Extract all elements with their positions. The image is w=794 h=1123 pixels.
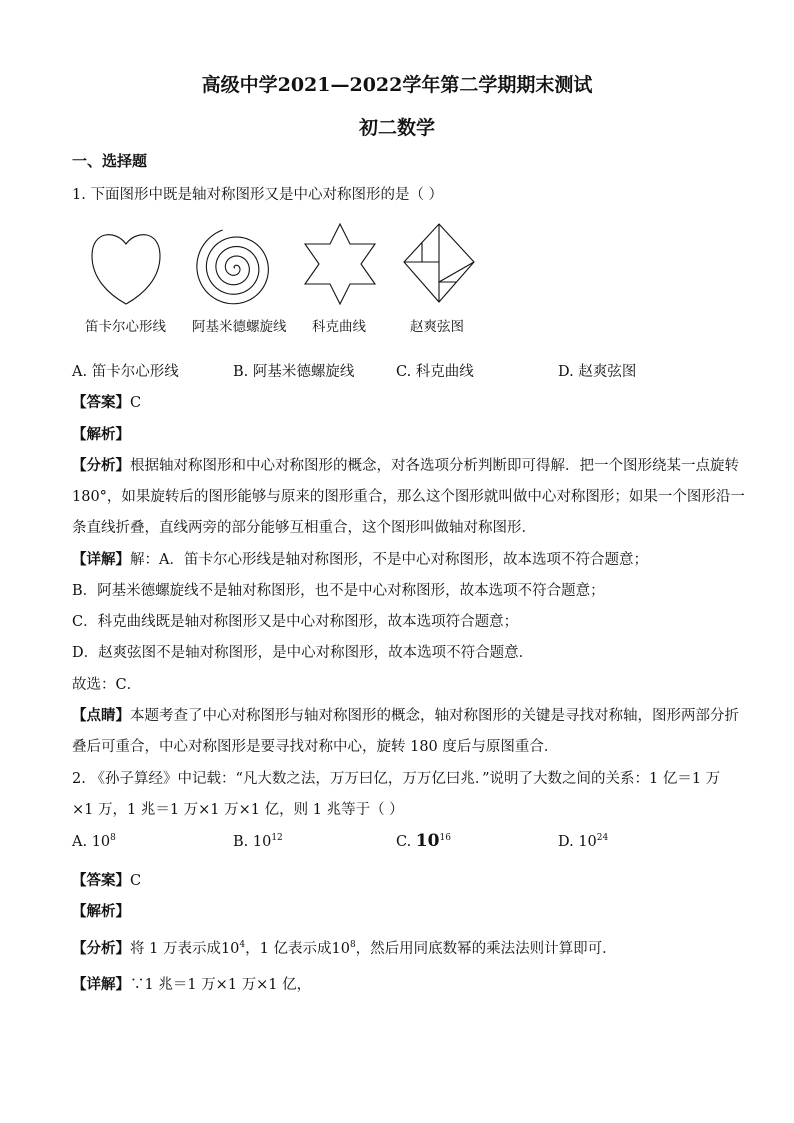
figure-caption: 科克曲线 [312,319,366,335]
q1-xiangjie-4: D．赵爽弦图不是轴对称图形，是中心对称图形，故本选项不符合题意． [72,645,534,661]
q1-option-c: C. 科克曲线 [396,364,474,380]
q2-stem: 2. 《孙子算经》中记载：“凡大数之法，万万曰亿，万万亿曰兆．”说明了大数之间的关系：1 亿＝1 万 [72,771,721,787]
q1-xiangjie-2: B．阿基米德螺旋线不是轴对称图形，也不是中心对称图形，故本选项不符合题意； [72,583,605,599]
q2-option-a: A. $10^8$ [72,833,116,850]
q2-option-c: C. $10^{16}$ [396,831,451,851]
q1-stem: 1. 下面图形中既是轴对称图形又是中心对称图形的是（ ） [72,187,444,203]
page-subtitle: 初二数学 [358,117,435,139]
q2-xiangjie: 【详解】∵1 兆＝1 万×1 万×1 亿， [72,976,312,993]
q1-fenxi-2: 180°，如果旋转后的图形能够与原来的图形重合，那么这个图形就叫做中心对称图形；如果一个图形沿一 [72,489,745,505]
q1-option-b: B. 阿基米德螺旋线 [233,364,355,380]
q1-fenxi: 【分析】根据轴对称图形和中心对称图形的概念，对各选项分析判断即可得解．把一个图形绕某一点旋转 [72,457,739,474]
q1-option-a: A. 笛卡尔心形线 [72,364,179,380]
archimedean-spiral-icon [190,224,280,312]
q2-option-b: B. $10^{12}$ [233,833,283,850]
section-heading: 一、选择题 [72,152,148,170]
q1-option-d: D. 赵爽弦图 [558,364,637,380]
cardioid-icon [86,228,166,306]
q1-answer: 【答案】C [72,394,142,411]
q2-option-d: D. $10^{24}$ [558,833,609,850]
page-title: 高级中学2021—2022学年第二学期期末测试 [201,74,593,96]
q1-analysis-tag: 【解析】 [72,426,130,443]
q1-xiangjie-3: C．科克曲线既是轴对称图形又是中心对称图形，故本选项符合题意； [72,614,519,630]
q1-guxuan: 故选：C． [72,677,142,693]
q2-stem-2: ×1 万，1 兆＝1 万×1 万×1 亿，则 1 兆等于（ ） [72,802,404,818]
q1-fenxi-3: 条直线折叠，直线两旁的部分能够互相重合，这个图形叫做轴对称图形． [72,520,536,536]
figure-caption: 笛卡尔心形线 [85,319,166,335]
q1-xiangjie: 【详解】解：A．笛卡尔心形线是轴对称图形，不是中心对称图形，故本选项不符合题意； [72,551,648,568]
q2-analysis-tag: 【解析】 [72,903,130,920]
q2-fenxi: 【分析】将 1 万表示成$10^4$，1 亿表示成$10^8$，然后用同底数幂的乘法法则计算即可． [72,940,617,957]
q1-dianjing-2: 叠后可重合，中心对称图形是要寻找对称中心，旋转 180 度后与原图重合． [72,739,559,755]
figure-caption: 阿基米德螺旋线 [192,319,287,335]
koch-star-icon [303,222,377,306]
zhao-shuang-diagram-icon [402,222,476,306]
q2-answer: 【答案】C [72,872,142,889]
figure-caption: 赵爽弦图 [410,319,464,335]
q1-dianjing: 【点睛】本题考查了中心对称图形与轴对称图形的概念，轴对称图形的关键是寻找对称轴，图形两部分折 [72,707,739,724]
